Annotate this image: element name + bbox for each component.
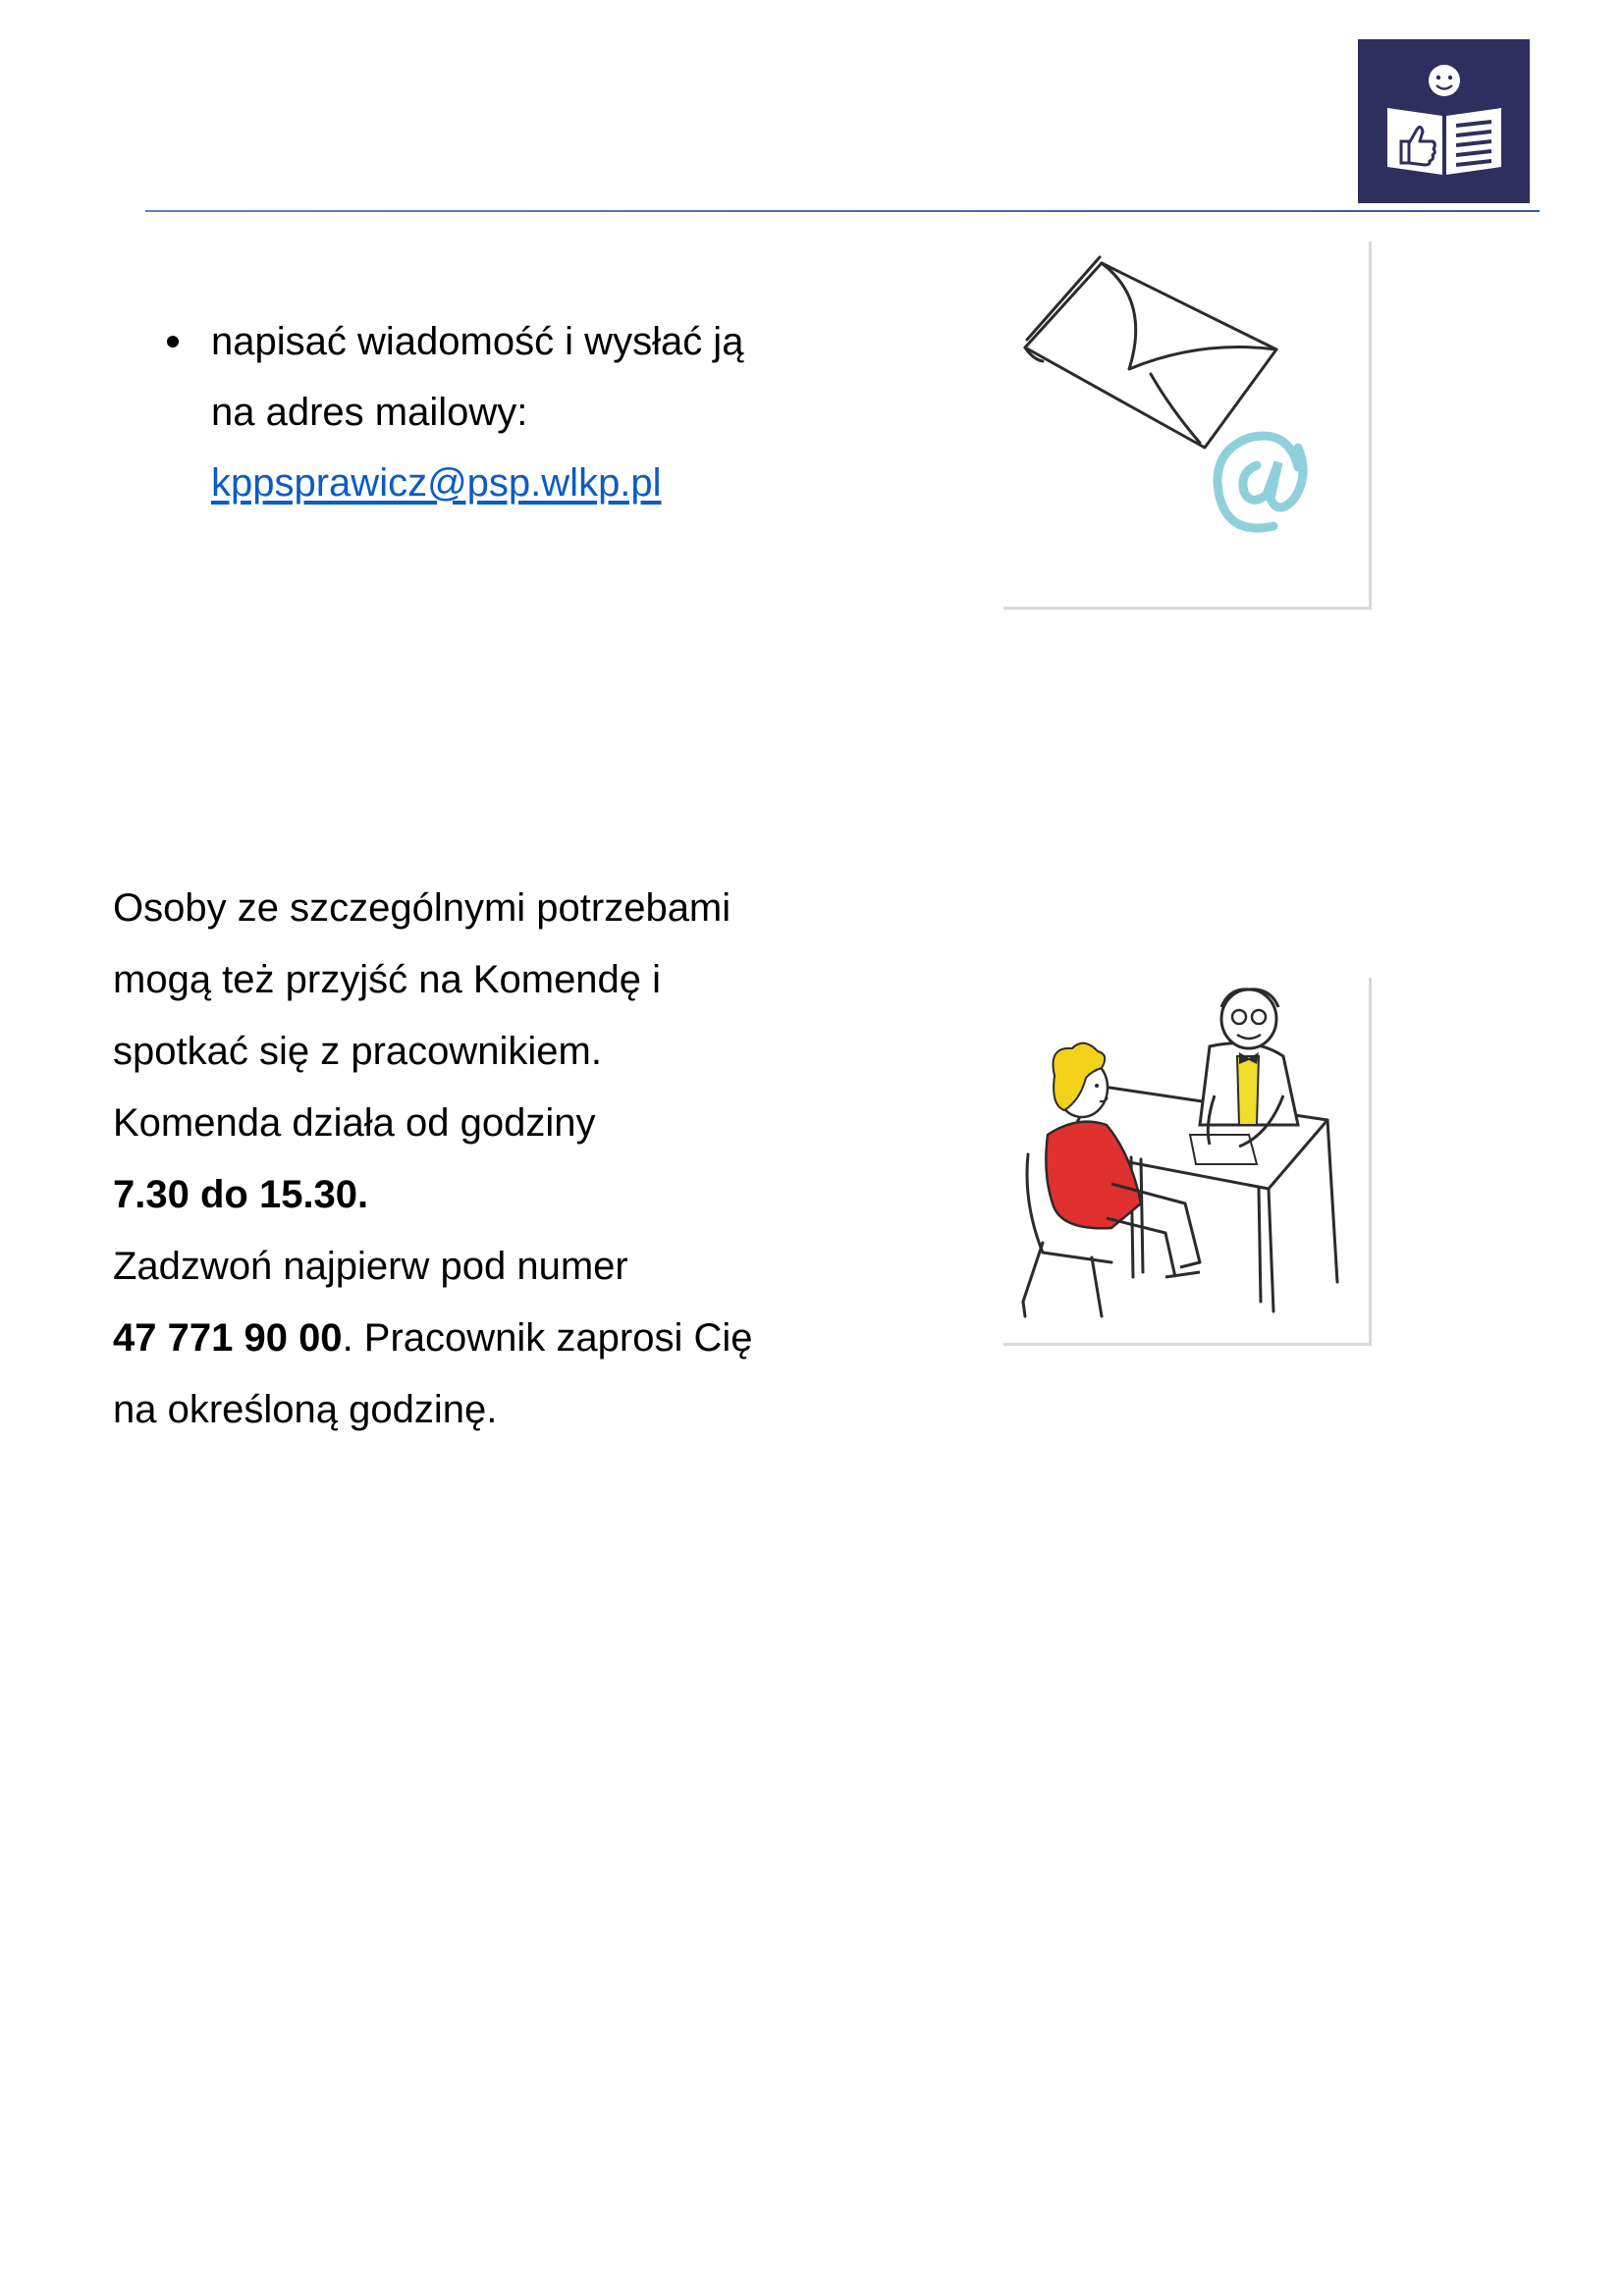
phone-number: 47 771 90 00 bbox=[113, 1316, 343, 1360]
paragraph-line-8: na określoną godzinę. bbox=[113, 1388, 498, 1431]
email-link[interactable]: kppsprawicz@psp.wlkp.pl bbox=[211, 461, 662, 505]
envelope-at-illustration bbox=[1003, 241, 1369, 607]
easy-to-read-icon bbox=[1358, 39, 1530, 203]
bullet-line-1: napisać wiadomość i wysłać ją bbox=[211, 320, 744, 363]
paragraph-line-3: spotkać się z pracownikiem. bbox=[113, 1030, 602, 1073]
meeting-illustration bbox=[1003, 978, 1369, 1343]
paragraph-line-2: mogą też przyjść na Komendę i bbox=[113, 958, 662, 1001]
mail-illustration bbox=[1003, 241, 1372, 610]
bullet-line-2: na adres mailowy: bbox=[211, 391, 528, 434]
paragraph-line-1: Osoby ze szczególnymi potrzebami bbox=[113, 886, 731, 930]
visit-paragraph bbox=[113, 873, 898, 1446]
header-rule bbox=[145, 210, 1540, 212]
meeting-illustration-frame bbox=[1003, 978, 1372, 1346]
bullet-dot bbox=[167, 336, 179, 347]
email-bullet bbox=[162, 306, 849, 518]
paragraph-line-6: Zadzwoń najpierw pod numer bbox=[113, 1245, 628, 1288]
easy-to-read-logo bbox=[1358, 39, 1530, 203]
office-hours: 7.30 do 15.30. bbox=[113, 1173, 369, 1216]
paragraph-line-7-rest: . Pracownik zaprosi Cię bbox=[342, 1316, 753, 1360]
paragraph-line-4: Komenda działa od godziny bbox=[113, 1101, 596, 1145]
